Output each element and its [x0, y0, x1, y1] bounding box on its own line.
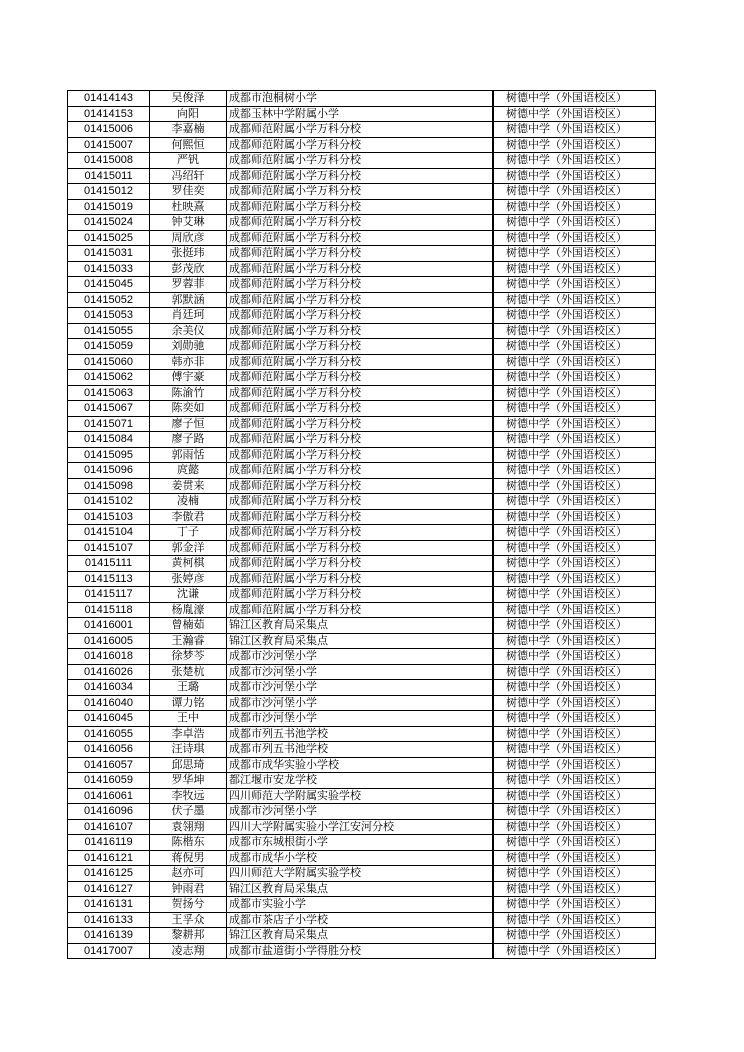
student-name-cell: 吴俊泽	[150, 91, 227, 107]
student-name-cell: 赵亦可	[150, 866, 227, 882]
student-id-cell: 01416034	[68, 680, 150, 696]
primary-school-cell: 成都市沙河堡小学	[227, 804, 493, 820]
admitted-school-cell: 树德中学（外国语校区）	[494, 804, 656, 820]
table-row	[68, 897, 656, 913]
table-row	[68, 385, 656, 401]
primary-school-cell: 成都师范附属小学万科分校	[227, 339, 493, 355]
table-row	[68, 122, 656, 138]
student-id-cell: 01415019	[68, 199, 150, 215]
student-id-cell: 01416119	[68, 835, 150, 851]
primary-school-cell: 成都师范附属小学万科分校	[227, 401, 493, 417]
student-name-cell: 钟艾琳	[150, 215, 227, 231]
student-id-cell: 01416026	[68, 664, 150, 680]
student-name-cell: 袁翎翔	[150, 819, 227, 835]
table-row	[68, 664, 656, 680]
primary-school-cell: 成都市盐道街小学得胜分校	[227, 943, 493, 959]
admitted-school-cell: 树德中学（外国语校区）	[494, 494, 656, 510]
student-id-cell: 01415006	[68, 122, 150, 138]
primary-school-cell: 成都师范附属小学万科分校	[227, 571, 493, 587]
admitted-school-cell: 树德中学（外国语校区）	[494, 478, 656, 494]
admitted-school-cell: 树德中学（外国语校区）	[494, 881, 656, 897]
student-name-cell: 郭雨恬	[150, 447, 227, 463]
student-id-cell: 01415063	[68, 385, 150, 401]
admitted-school-cell: 树德中学（外国语校区）	[494, 835, 656, 851]
table-row	[68, 819, 656, 835]
student-name-cell: 伏子墨	[150, 804, 227, 820]
table-row	[68, 292, 656, 308]
table-row	[68, 602, 656, 618]
student-id-cell: 01415107	[68, 540, 150, 556]
student-id-cell: 01416045	[68, 711, 150, 727]
primary-school-cell: 成都师范附属小学万科分校	[227, 137, 493, 153]
table-row	[68, 401, 656, 417]
admitted-school-cell: 树德中学（外国语校区）	[494, 556, 656, 572]
admitted-school-cell: 树德中学（外国语校区）	[494, 788, 656, 804]
student-name-cell: 李嘉楠	[150, 122, 227, 138]
student-id-cell: 01415059	[68, 339, 150, 355]
admitted-school-cell: 树德中学（外国语校区）	[494, 447, 656, 463]
primary-school-cell: 成都师范附属小学万科分校	[227, 370, 493, 386]
table-row	[68, 866, 656, 882]
admitted-school-cell: 树德中学（外国语校区）	[494, 509, 656, 525]
student-name-cell: 李牧远	[150, 788, 227, 804]
primary-school-cell: 成都市沙河堡小学	[227, 664, 493, 680]
table-row	[68, 354, 656, 370]
student-id-cell: 01416139	[68, 928, 150, 944]
student-id-cell: 01415031	[68, 246, 150, 262]
student-name-cell: 陈楷东	[150, 835, 227, 851]
primary-school-cell: 成都市成华小学校	[227, 850, 493, 866]
student-id-cell: 01415025	[68, 230, 150, 246]
table-row	[68, 912, 656, 928]
table-row	[68, 742, 656, 758]
student-name-cell: 黎耕邦	[150, 928, 227, 944]
table-row	[68, 184, 656, 200]
student-id-cell: 01416057	[68, 757, 150, 773]
admitted-school-cell: 树德中学（外国语校区）	[494, 525, 656, 541]
student-name-cell: 罗华坤	[150, 773, 227, 789]
primary-school-cell: 成都师范附属小学万科分校	[227, 230, 493, 246]
primary-school-cell: 成都市实验小学	[227, 897, 493, 913]
admitted-school-cell: 树德中学（外国语校区）	[494, 633, 656, 649]
admitted-school-cell: 树德中学（外国语校区）	[494, 277, 656, 293]
primary-school-cell: 成都师范附属小学万科分校	[227, 308, 493, 324]
admitted-school-cell: 树德中学（外国语校区）	[494, 773, 656, 789]
admitted-school-cell: 树德中学（外国语校区）	[494, 726, 656, 742]
student-id-cell: 01415118	[68, 602, 150, 618]
table-row	[68, 509, 656, 525]
student-id-cell: 01414153	[68, 106, 150, 122]
student-id-cell: 01415095	[68, 447, 150, 463]
primary-school-cell: 成都师范附属小学万科分校	[227, 292, 493, 308]
student-id-cell: 01416005	[68, 633, 150, 649]
primary-school-cell: 四川师范大学附属实验学校	[227, 788, 493, 804]
admitted-school-cell: 树德中学（外国语校区）	[494, 199, 656, 215]
table-row	[68, 556, 656, 572]
table-row	[68, 199, 656, 215]
admitted-school-cell: 树德中学（外国语校区）	[494, 602, 656, 618]
primary-school-cell: 成都师范附属小学万科分校	[227, 463, 493, 479]
primary-school-cell: 成都师范附属小学万科分校	[227, 447, 493, 463]
primary-school-cell: 成都师范附属小学万科分校	[227, 494, 493, 510]
student-name-cell: 刘勋驰	[150, 339, 227, 355]
primary-school-cell: 成都师范附属小学万科分校	[227, 478, 493, 494]
table-row	[68, 711, 656, 727]
student-name-cell: 王璐	[150, 680, 227, 696]
primary-school-cell: 成都师范附属小学万科分校	[227, 509, 493, 525]
admitted-school-cell: 树德中学（外国语校区）	[494, 308, 656, 324]
admitted-school-cell: 树德中学（外国语校区）	[494, 463, 656, 479]
table-row	[68, 695, 656, 711]
primary-school-cell: 成都师范附属小学万科分校	[227, 602, 493, 618]
admitted-school-cell: 树德中学（外国语校区）	[494, 928, 656, 944]
primary-school-cell: 成都市沙河堡小学	[227, 711, 493, 727]
student-id-cell: 01416125	[68, 866, 150, 882]
admitted-school-cell: 树德中学（外国语校区）	[494, 230, 656, 246]
table-row	[68, 571, 656, 587]
admitted-school-cell: 树德中学（外国语校区）	[494, 401, 656, 417]
student-name-cell: 张婷彦	[150, 571, 227, 587]
admitted-school-cell: 树德中学（外国语校区）	[494, 122, 656, 138]
admitted-school-cell: 树德中学（外国语校区）	[494, 137, 656, 153]
student-id-cell: 01415102	[68, 494, 150, 510]
student-name-cell: 王孚众	[150, 912, 227, 928]
student-name-cell: 彭茂欣	[150, 261, 227, 277]
student-id-cell: 01415096	[68, 463, 150, 479]
table-row	[68, 447, 656, 463]
table-row	[68, 323, 656, 339]
admitted-school-cell: 树德中学（外国语校区）	[494, 153, 656, 169]
student-name-cell: 曾楠茹	[150, 618, 227, 634]
student-name-cell: 杨胤濠	[150, 602, 227, 618]
primary-school-cell: 成都市沙河堡小学	[227, 695, 493, 711]
admitted-school-cell: 树德中学（外国语校区）	[494, 897, 656, 913]
student-id-cell: 01416040	[68, 695, 150, 711]
student-id-cell: 01416018	[68, 649, 150, 665]
student-name-cell: 罗蓉菲	[150, 277, 227, 293]
table-row	[68, 370, 656, 386]
admitted-school-cell: 树德中学（外国语校区）	[494, 385, 656, 401]
admitted-school-cell: 树德中学（外国语校区）	[494, 711, 656, 727]
student-name-cell: 廖子恒	[150, 416, 227, 432]
student-name-cell: 谭力铭	[150, 695, 227, 711]
table-row	[68, 168, 656, 184]
admitted-school-cell: 树德中学（外国语校区）	[494, 184, 656, 200]
student-id-cell: 01416056	[68, 742, 150, 758]
student-id-cell: 01415011	[68, 168, 150, 184]
admitted-school-cell: 树德中学（外国语校区）	[494, 912, 656, 928]
student-name-cell: 向阳	[150, 106, 227, 122]
admitted-school-cell: 树德中学（外国语校区）	[494, 292, 656, 308]
primary-school-cell: 成都市泡桐树小学	[227, 91, 493, 107]
admitted-school-cell: 树德中学（外国语校区）	[494, 742, 656, 758]
table-row	[68, 137, 656, 153]
primary-school-cell: 锦江区教育局采集点	[227, 881, 493, 897]
table-row	[68, 680, 656, 696]
admitted-school-cell: 树德中学（外国语校区）	[494, 680, 656, 696]
student-name-cell: 余美仪	[150, 323, 227, 339]
student-id-cell: 01415104	[68, 525, 150, 541]
student-name-cell: 姜贯来	[150, 478, 227, 494]
student-name-cell: 郭默涵	[150, 292, 227, 308]
student-name-cell: 邱思琦	[150, 757, 227, 773]
student-id-cell: 01415008	[68, 153, 150, 169]
student-name-cell: 李卓浩	[150, 726, 227, 742]
student-id-cell: 01415055	[68, 323, 150, 339]
table-row	[68, 757, 656, 773]
table-row	[68, 773, 656, 789]
student-id-cell: 01415111	[68, 556, 150, 572]
table-row	[68, 478, 656, 494]
primary-school-cell: 成都师范附属小学万科分校	[227, 587, 493, 603]
admitted-school-cell: 树德中学（外国语校区）	[494, 215, 656, 231]
admitted-school-cell: 树德中学（外国语校区）	[494, 246, 656, 262]
table-row	[68, 339, 656, 355]
primary-school-cell: 成都师范附属小学万科分校	[227, 277, 493, 293]
primary-school-cell: 成都师范附属小学万科分校	[227, 153, 493, 169]
admitted-school-cell: 树德中学（外国语校区）	[494, 587, 656, 603]
student-id-cell: 01414143	[68, 91, 150, 107]
student-name-cell: 钟雨君	[150, 881, 227, 897]
table-row	[68, 308, 656, 324]
student-name-cell: 蒋倪男	[150, 850, 227, 866]
student-id-cell: 01416096	[68, 804, 150, 820]
primary-school-cell: 锦江区教育局采集点	[227, 633, 493, 649]
table-row	[68, 633, 656, 649]
admitted-school-cell: 树德中学（外国语校区）	[494, 432, 656, 448]
student-id-cell: 01415053	[68, 308, 150, 324]
admitted-school-cell: 树德中学（外国语校区）	[494, 649, 656, 665]
student-id-cell: 01415033	[68, 261, 150, 277]
student-name-cell: 冯绍轩	[150, 168, 227, 184]
table-row	[68, 277, 656, 293]
student-name-cell: 杜映熹	[150, 199, 227, 215]
primary-school-cell: 成都市沙河堡小学	[227, 680, 493, 696]
admitted-school-cell: 树德中学（外国语校区）	[494, 757, 656, 773]
table-row	[68, 416, 656, 432]
student-name-cell: 沈谦	[150, 587, 227, 603]
table-row	[68, 649, 656, 665]
student-name-cell: 周欣彦	[150, 230, 227, 246]
admitted-school-cell: 树德中学（外国语校区）	[494, 540, 656, 556]
student-id-cell: 01415052	[68, 292, 150, 308]
table-row	[68, 463, 656, 479]
student-name-cell: 黄柯棋	[150, 556, 227, 572]
primary-school-cell: 成都师范附属小学万科分校	[227, 354, 493, 370]
student-name-cell: 傅宇豪	[150, 370, 227, 386]
student-name-cell: 韩亦非	[150, 354, 227, 370]
student-id-cell: 01415062	[68, 370, 150, 386]
table-row	[68, 928, 656, 944]
admitted-school-cell: 树德中学（外国语校区）	[494, 323, 656, 339]
table-row	[68, 788, 656, 804]
primary-school-cell: 成都师范附属小学万科分校	[227, 199, 493, 215]
student-name-cell: 张楚杭	[150, 664, 227, 680]
primary-school-cell: 成都师范附属小学万科分校	[227, 168, 493, 184]
student-id-cell: 01416107	[68, 819, 150, 835]
table-row	[68, 215, 656, 231]
student-id-cell: 01417007	[68, 943, 150, 959]
student-id-cell: 01415103	[68, 509, 150, 525]
student-name-cell: 徐梦芩	[150, 649, 227, 665]
admitted-school-cell: 树德中学（外国语校区）	[494, 354, 656, 370]
student-id-cell: 01416001	[68, 618, 150, 634]
student-id-cell: 01415113	[68, 571, 150, 587]
student-id-cell: 01416121	[68, 850, 150, 866]
student-name-cell: 郭金洋	[150, 540, 227, 556]
table-row	[68, 835, 656, 851]
primary-school-cell: 成都师范附属小学万科分校	[227, 261, 493, 277]
admitted-school-cell: 树德中学（外国语校区）	[494, 261, 656, 277]
table-row	[68, 106, 656, 122]
primary-school-cell: 四川师范大学附属实验学校	[227, 866, 493, 882]
table-row	[68, 432, 656, 448]
student-name-cell: 丁子	[150, 525, 227, 541]
primary-school-cell: 成都师范附属小学万科分校	[227, 525, 493, 541]
admitted-school-cell: 树德中学（外国语校区）	[494, 106, 656, 122]
student-id-cell: 01415071	[68, 416, 150, 432]
primary-school-cell: 都江堰市安龙学校	[227, 773, 493, 789]
student-id-cell: 01415024	[68, 215, 150, 231]
table-row	[68, 525, 656, 541]
table-row	[68, 246, 656, 262]
primary-school-cell: 成都师范附属小学万科分校	[227, 122, 493, 138]
student-name-cell: 陈奕如	[150, 401, 227, 417]
primary-school-cell: 成都师范附属小学万科分校	[227, 184, 493, 200]
primary-school-cell: 锦江区教育局采集点	[227, 928, 493, 944]
table-row	[68, 618, 656, 634]
table-row	[68, 153, 656, 169]
student-id-cell: 01415045	[68, 277, 150, 293]
admitted-school-cell: 树德中学（外国语校区）	[494, 850, 656, 866]
student-name-cell: 庹懿	[150, 463, 227, 479]
primary-school-cell: 成都市东城根街小学	[227, 835, 493, 851]
student-id-cell: 01415117	[68, 587, 150, 603]
student-name-cell: 张挺玮	[150, 246, 227, 262]
student-name-cell: 王中	[150, 711, 227, 727]
primary-school-cell: 成都师范附属小学万科分校	[227, 556, 493, 572]
admitted-school-cell: 树德中学（外国语校区）	[494, 943, 656, 959]
primary-school-cell: 成都师范附属小学万科分校	[227, 246, 493, 262]
primary-school-cell: 四川大学附属实验小学江安河分校	[227, 819, 493, 835]
student-name-cell: 罗佳奕	[150, 184, 227, 200]
student-name-cell: 何熙恒	[150, 137, 227, 153]
primary-school-cell: 成都师范附属小学万科分校	[227, 215, 493, 231]
student-id-cell: 01415007	[68, 137, 150, 153]
table-row	[68, 230, 656, 246]
admitted-school-cell: 树德中学（外国语校区）	[494, 339, 656, 355]
student-name-cell: 李傲君	[150, 509, 227, 525]
student-id-cell: 01416055	[68, 726, 150, 742]
table-row	[68, 726, 656, 742]
primary-school-cell: 成都市列五书池学校	[227, 742, 493, 758]
student-id-cell: 01416133	[68, 912, 150, 928]
student-name-cell: 肖廷珂	[150, 308, 227, 324]
table-row	[68, 494, 656, 510]
student-name-cell: 廖子路	[150, 432, 227, 448]
table-row	[68, 261, 656, 277]
admitted-school-cell: 树德中学（外国语校区）	[494, 695, 656, 711]
primary-school-cell: 成都市沙河堡小学	[227, 649, 493, 665]
admitted-school-cell: 树德中学（外国语校区）	[494, 571, 656, 587]
admitted-school-cell: 树德中学（外国语校区）	[494, 618, 656, 634]
table-row	[68, 587, 656, 603]
table-row	[68, 804, 656, 820]
student-id-cell: 01416059	[68, 773, 150, 789]
admission-list-table	[67, 90, 656, 959]
table-row	[68, 540, 656, 556]
student-id-cell: 01415060	[68, 354, 150, 370]
table-row	[68, 91, 656, 107]
primary-school-cell: 锦江区教育局采集点	[227, 618, 493, 634]
primary-school-cell: 成都师范附属小学万科分校	[227, 432, 493, 448]
table-body	[68, 91, 656, 959]
student-id-cell: 01415067	[68, 401, 150, 417]
primary-school-cell: 成都师范附属小学万科分校	[227, 416, 493, 432]
student-id-cell: 01416127	[68, 881, 150, 897]
admitted-school-cell: 树德中学（外国语校区）	[494, 664, 656, 680]
table-row	[68, 850, 656, 866]
primary-school-cell: 成都师范附属小学万科分校	[227, 323, 493, 339]
table-row	[68, 881, 656, 897]
primary-school-cell: 成都市列五书池学校	[227, 726, 493, 742]
student-id-cell: 01415012	[68, 184, 150, 200]
student-name-cell: 陈渝竹	[150, 385, 227, 401]
student-name-cell: 严钒	[150, 153, 227, 169]
primary-school-cell: 成都师范附属小学万科分校	[227, 385, 493, 401]
admitted-school-cell: 树德中学（外国语校区）	[494, 168, 656, 184]
admitted-school-cell: 树德中学（外国语校区）	[494, 91, 656, 107]
primary-school-cell: 成都市茶店子小学校	[227, 912, 493, 928]
admitted-school-cell: 树德中学（外国语校区）	[494, 819, 656, 835]
admitted-school-cell: 树德中学（外国语校区）	[494, 416, 656, 432]
admitted-school-cell: 树德中学（外国语校区）	[494, 370, 656, 386]
student-id-cell: 01415084	[68, 432, 150, 448]
primary-school-cell: 成都师范附属小学万科分校	[227, 540, 493, 556]
admitted-school-cell: 树德中学（外国语校区）	[494, 866, 656, 882]
student-name-cell: 凌志翔	[150, 943, 227, 959]
student-name-cell: 汪诗琪	[150, 742, 227, 758]
student-name-cell: 贺扬兮	[150, 897, 227, 913]
student-id-cell: 01416061	[68, 788, 150, 804]
primary-school-cell: 成都玉林中学附属小学	[227, 106, 493, 122]
student-id-cell: 01415098	[68, 478, 150, 494]
student-name-cell: 王瀚睿	[150, 633, 227, 649]
table-row	[68, 943, 656, 959]
student-id-cell: 01416131	[68, 897, 150, 913]
student-name-cell: 凌楠	[150, 494, 227, 510]
primary-school-cell: 成都市成华实验小学校	[227, 757, 493, 773]
